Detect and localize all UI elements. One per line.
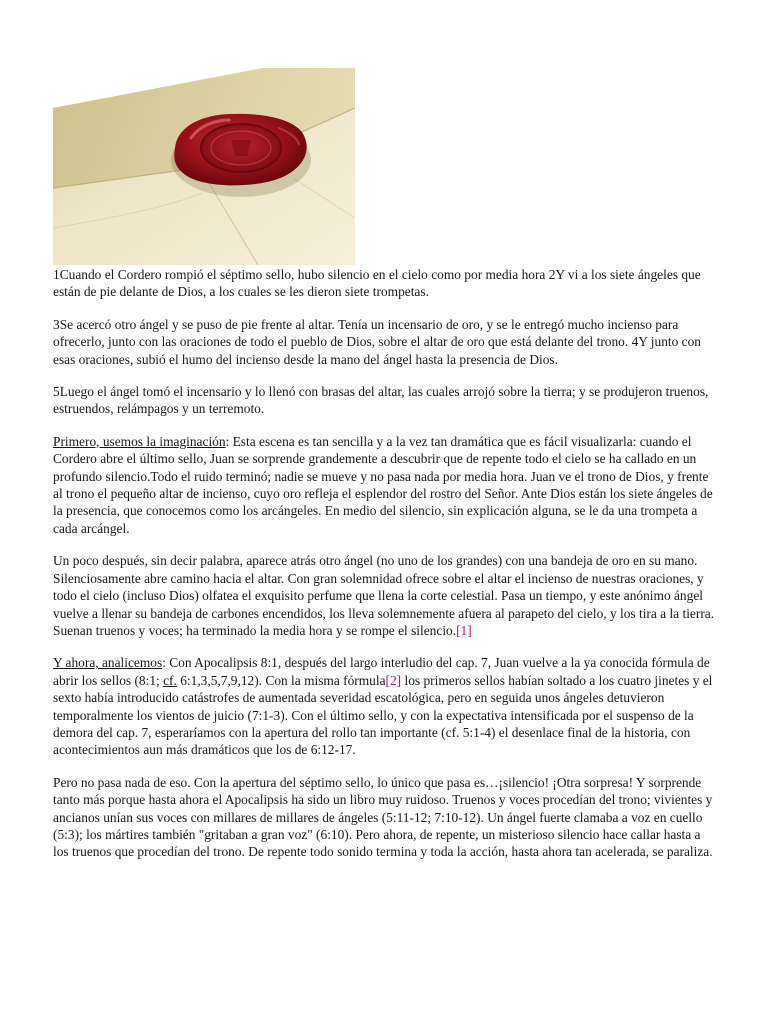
paragraph-analysis-text-2: 6:1,3,5,7,9,12). Con la misma fórmula — [176, 672, 386, 688]
paragraph-analysis — [53, 654, 718, 758]
footnote-link-2[interactable]: [2] — [385, 672, 402, 688]
article-body — [53, 266, 718, 876]
paragraph-verse-5: 5Luego el ángel tomó el incensario y lo llenó con brasas del altar, las cuales arrojó sobre la tierra; y se produjeron truenos, estruendos, relámpagos y un terremoto. — [53, 384, 709, 417]
paragraph-silence: Pero no pasa nada de eso. Con la apertura del séptimo sello, lo único que pasa es…¡silencio! ¡Otra sorpresa! Y sorprende tanto más porque hasta ahora el Apocalipsis ha sido un libro muy ruidoso. Truenos y voces procedían del trono; vivientes y ancianos unían sus voces con millares de millares de ángeles (5:11-12; 7:10-12). Un ángel fuerte clamaba a voz en cuello (5:3); los mártires también "gritaban a gran voz" (6:10). Pero ahora, de repente, un misterioso silencio hace callar hasta a los truenos que procedían del trono. De repente todo sonido termina y toda la acción, hasta ahora tan acelerada, se paraliza. — [53, 774, 713, 860]
paragraph-verses-1-2: 1Cuando el Cordero rompió el séptimo sello, hubo silencio en el cielo como por media hora 2Y vi a los siete ángeles que están de pie delante de Dios, a los cuales se les dieron siete trompetas. — [53, 267, 701, 300]
wax-seal-envelope-image — [53, 68, 355, 265]
cf-abbreviation: cf. — [163, 672, 177, 688]
wax-seal-envelope-illustration — [53, 68, 355, 265]
paragraph-imagination-text: : Esta escena es tan sencilla y a la vez tan dramática que es fácil visualizarla: cuando el Cordero abre el último sello, Juan se sorprende grandemente a descubrir que de repente todo el cielo se ha callado en un profundo silencio.Todo el ruido terminó; nadie se mueve y no pasa nada por media hora. Juan ve el trono de Dios, y frente al trono el pequeño altar de incienso, cuyo oro refleja el esplendor del rostro del Señor. Ante Dios están los siete ángeles de la presencia, que conocemos como los arcángeles. En medio del silencio, sin explicación alguna, se le da una trompeta a cada arcángel. — [53, 433, 713, 536]
paragraph-analysis-text-3: los primeros sellos habían soltado a los cuatro jinetes y el sexto había introducido catástrofes de aumentada severidad escatológica, pero en seguida unos ángeles detuvieron temporalmente los vientos de juicio (7:1-3). Con el último sello, y con la expectativa intensificada por el suspenso de la demora del cap. 7, esperaríamos con la apertura del rollo tan importante (cf. 5:1-4) el desenlace final de la historia, con acontecimientos aun más dramáticos que los de 6:12-17. — [53, 672, 713, 758]
paragraph-incense-angel-text: Un poco después, sin decir palabra, aparece atrás otro ángel (no uno de los grandes) con una bandeja de oro en su mano. Silenciosamente abre camino hacia el altar. Con gran solemnidad ofrece sobre el altar el incienso de nuestras oraciones, y todo el cielo (incluso Dios) olfatea el exquisito perfume que llena la corte celestial. Pasa un tiempo, y este anónimo ángel vuelve a llenar su bandeja de carbones encendidos, los lleva solemnemente afuera al parapeto del cielo, y los tira a la tierra. Suenan truenos y voces; ha terminado la media hora y se rompe el silencio. — [53, 553, 715, 638]
section-heading-analysis: Y ahora, analicemos — [53, 655, 163, 671]
paragraph-incense-angel — [53, 552, 718, 639]
footnote-link-1[interactable]: [1] — [456, 622, 472, 638]
paragraph-analysis-text-1: : Con Apocalipsis 8:1, después del largo interludio del cap. 7, Juan vuelve a la ya conocida fórmula de abrir los sellos (8:1; — [53, 655, 710, 688]
paragraph-verses-3-4: 3Se acercó otro ángel y se puso de pie frente al altar. Tenía un incensario de oro, y se le entregó mucho incienso para ofrecerlo, junto con las oraciones de todo el pueblo de Dios, sobre el altar de oro que está delante del trono. 4Y junto con esas oraciones, subió el humo del incienso desde la mano del ángel hasta la presencia de Dios. — [53, 316, 702, 367]
paragraph-imagination — [53, 433, 718, 537]
section-heading-imagination: Primero, usemos la imaginación — [53, 433, 226, 449]
